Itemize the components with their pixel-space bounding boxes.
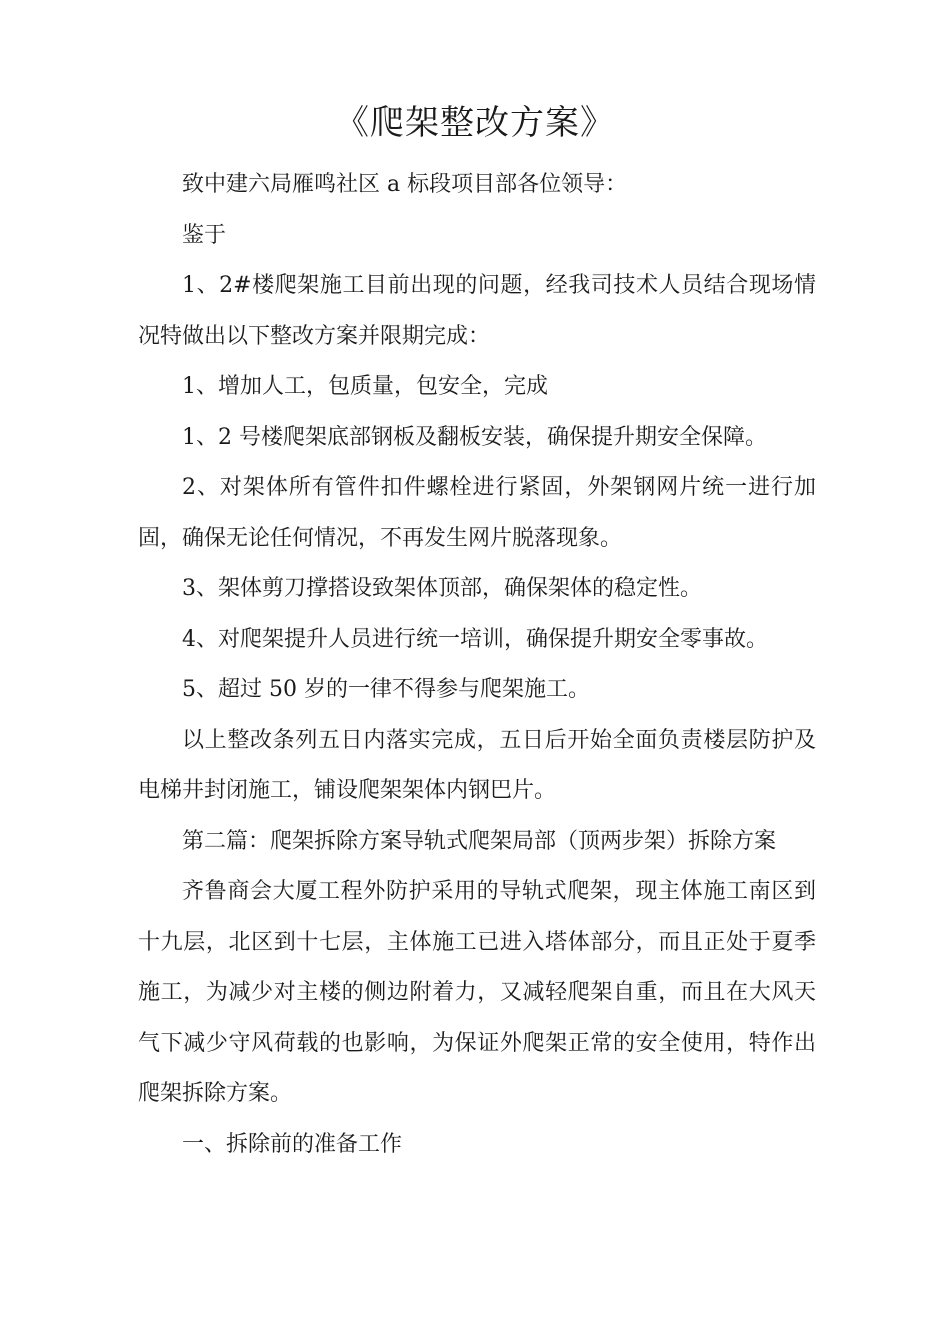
intro-paragraph: 鉴于 bbox=[182, 222, 227, 248]
problem-paragraph: 1、2#楼爬架施工目前出现的问题，经我司技术人员结合现场情况特做出以下整改方案并限期完成： bbox=[138, 273, 816, 349]
list-item-paragraph: 1、2 号楼爬架底部钢板及翻板安装，确保提升期安全保障。 bbox=[182, 424, 767, 450]
document-title: 《爬架整改方案》 bbox=[335, 103, 615, 143]
list-item-paragraph: 3、架体剪刀撑搭设致架体顶部，确保架体的稳定性。 bbox=[182, 576, 702, 601]
list-item-paragraph: 1、增加人工，包质量，包安全，完成 bbox=[182, 374, 548, 399]
background-paragraph: 齐鲁商会大厦工程外防护采用的导轨式爬架，现主体施工南区到十九层，北区到十七层，主体施工已进入塔体部分，而且正处于夏季施工，为减少对主楼的侧边附着力，又减轻爬架自重，而且在大风天气下减少守风荷载的也影响，为保证外爬架正常的安全使用，特作出爬架拆除方案。 bbox=[138, 879, 816, 1106]
list-item-paragraph: 2、对架体所有管件扣件螺栓进行紧固，外架钢网片统一进行加固，确保无论任何情况，不再发生网片脱落现象。 bbox=[138, 475, 816, 551]
list-item-paragraph: 5、超过 50 岁的一律不得参与爬架施工。 bbox=[182, 677, 590, 702]
salutation-paragraph: 致中建六局雁鸣社区 a 标段项目部各位领导： bbox=[182, 172, 628, 197]
document-body bbox=[138, 160, 816, 1170]
section-heading: 第二篇：爬架拆除方案导轨式爬架局部（顶两步架）拆除方案 bbox=[182, 828, 777, 854]
list-item-paragraph: 4、对爬架提升人员进行统一培训，确保提升期安全零事故。 bbox=[182, 626, 768, 652]
conclusion-paragraph: 以上整改条列五日内落实完成，五日后开始全面负责楼层防护及电梯井封闭施工，铺设爬架架体内钢巴片。 bbox=[138, 727, 816, 803]
subsection-heading: 一、拆除前的准备工作 bbox=[182, 1131, 403, 1157]
